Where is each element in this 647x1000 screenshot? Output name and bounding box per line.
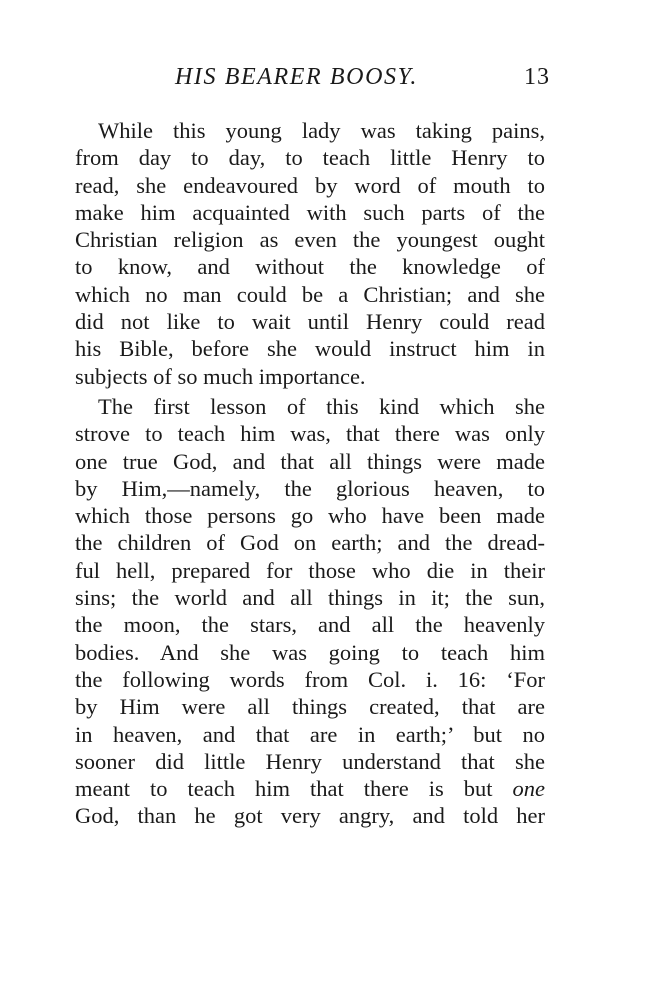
text-line: his Bible, before she would instruct him in bbox=[75, 336, 545, 362]
text-line: The first lesson of this kind which she bbox=[98, 393, 545, 419]
emphasized-word: one bbox=[512, 776, 546, 802]
text-line: did not like to wait until Henry could read bbox=[75, 309, 545, 335]
text-line: in heaven, and that are in earth;’ but no bbox=[75, 721, 545, 747]
text-line: read, she endeavoured by word of mouth to bbox=[75, 172, 545, 198]
text-line: While this young lady was taking pains, bbox=[98, 118, 545, 143]
text-line: which no man could be a Christian; and she bbox=[75, 281, 545, 307]
text-line: sins; the world and all things in it; the sun, bbox=[75, 585, 545, 611]
running-title: HIS BEARER BOOSY. bbox=[175, 64, 418, 90]
text-line: by Him,—namely, the glorious heaven, to bbox=[75, 475, 545, 501]
text-line: which those persons go who have been made bbox=[75, 503, 545, 529]
text-line: make him acquainted with such parts of the bbox=[75, 199, 545, 225]
text-line: the children of God on earth; and the dread- bbox=[75, 530, 545, 556]
text-line: by Him were all things created, that are bbox=[75, 694, 545, 720]
text-line: to know, and without the knowledge of bbox=[75, 254, 545, 280]
text-line: one true God, and that all things were made bbox=[75, 448, 545, 474]
text-line: God, than he got very angry, and told her bbox=[75, 803, 545, 829]
running-head bbox=[75, 64, 550, 98]
text-line: subjects of so much importance. bbox=[75, 363, 366, 389]
text-line: sooner did little Henry understand that she bbox=[75, 748, 545, 774]
page-number: 13 bbox=[524, 64, 550, 90]
text-line: bodies. And she was going to teach him bbox=[75, 639, 545, 665]
body-text bbox=[75, 117, 545, 830]
text-line-part: meant to teach him that there is but bbox=[75, 776, 493, 802]
paragraph-2 bbox=[75, 393, 545, 830]
text-line: from day to day, to teach little Henry to bbox=[75, 145, 545, 171]
text-line: the following words from Col. i. 16: ‘For bbox=[75, 666, 545, 692]
text-line: Christian religion as even the youngest ought bbox=[75, 227, 545, 253]
text-line: the moon, the stars, and all the heavenly bbox=[75, 612, 545, 638]
text-line: ful hell, prepared for those who die in their bbox=[75, 557, 545, 583]
paragraph-1 bbox=[75, 117, 545, 390]
text-line: strove to teach him was, that there was only bbox=[75, 421, 545, 447]
text-line-with-emphasis bbox=[75, 775, 545, 802]
